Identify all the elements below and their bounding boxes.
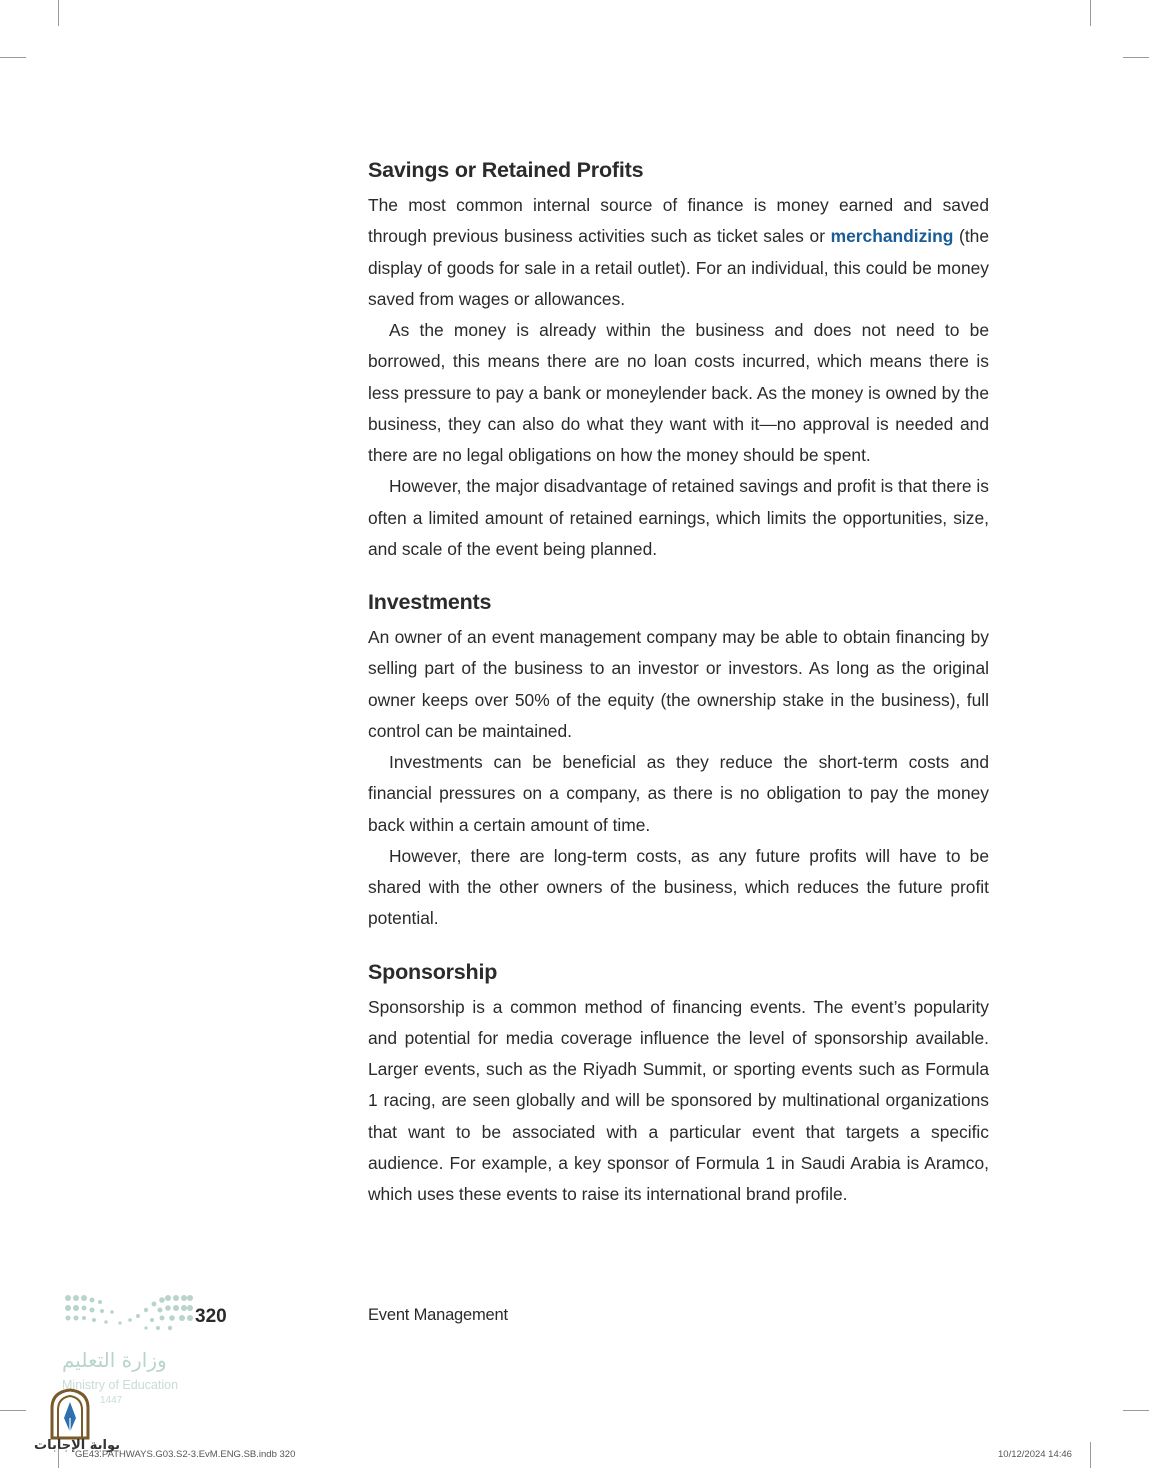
crop-mark bbox=[1090, 1442, 1091, 1468]
section-heading: Sponsorship bbox=[368, 959, 498, 984]
paragraph-text: (the display of goods for sale in a retail outlet). For an individual, this could be money saved from wages or allowances. bbox=[368, 226, 989, 309]
section-sponsorship bbox=[368, 952, 989, 1211]
crop-mark bbox=[0, 57, 26, 58]
ministry-year: 1447 bbox=[100, 1395, 123, 1406]
section-heading: Investments bbox=[368, 590, 492, 614]
ministry-dots-logo-icon bbox=[62, 1290, 202, 1338]
page-body bbox=[368, 150, 989, 1210]
section-investments bbox=[368, 582, 989, 935]
print-slug-date: 10/12/2024 14:46 bbox=[998, 1449, 1072, 1460]
crop-mark bbox=[1123, 57, 1149, 58]
print-slug-file: GE43.PATHWAYS.G03.S2-3.EvM.ENG.SB.indb 320 bbox=[75, 1449, 296, 1460]
section-heading: Savings or Retained Profits bbox=[368, 158, 644, 182]
paragraph: Investments can be beneficial as they reduce the short-term costs and financial pressures on a company, as there is no obligation to pay the money back within a certain amount of time. bbox=[368, 752, 989, 835]
paragraph: As the money is already within the business and does not need to be borrowed, this means there are no loan costs incurred, which means there is less pressure to pay a bank or moneylender back. As the money is owned by the business, they can also do what they want with it—no approval is needed and there are no legal obligations on how the money should be spent. bbox=[368, 320, 989, 465]
paragraph: However, the major disadvantage of retained savings and profit is that there is often a limited amount of retained earnings, which limits the opportunities, size, and scale of the event being planned. bbox=[368, 476, 989, 559]
paragraph: An owner of an event management company may be able to obtain financing by selling part of the business to an investor or investors. As long as the original owner keeps over 50% of the equity (the ownership stake in the business), full control can be maintained. bbox=[368, 627, 989, 741]
crop-mark bbox=[0, 1410, 26, 1411]
section-retained-profits bbox=[368, 150, 989, 565]
paragraph bbox=[368, 190, 989, 315]
crop-mark bbox=[58, 0, 59, 26]
ministry-name-english: Ministry of Education bbox=[62, 1378, 179, 1392]
glossary-term[interactable]: merchandizing bbox=[830, 226, 954, 247]
crop-mark bbox=[1090, 0, 1091, 26]
paragraph: However, there are long-term costs, as any future profits will have to be shared with the other owners of the business, which reduces the future profit potential. bbox=[368, 845, 989, 929]
page-number: 320 bbox=[195, 1306, 227, 1327]
gateway-arch-icon[interactable] bbox=[48, 1388, 92, 1440]
paragraph: Sponsorship is a common method of financing events. The event’s popularity and potential for media coverage influence the level of sponsorship available. Larger events, such as the Riyadh Summit, or sporting events such as Formula 1 racing, are seen globally and will be sponsored by multinational organizations that want to be associated with a particular event that targets a specific audience. For example, a key sponsor of Formula 1 in Saudi Arabia is Aramco, which uses these events to raise its international brand profile. bbox=[368, 996, 989, 1204]
crop-mark bbox=[1123, 1410, 1149, 1411]
ministry-name-arabic: وزارة التعليم bbox=[62, 1348, 167, 1372]
gateway-label[interactable]: بوابة الإجابات bbox=[34, 1438, 120, 1453]
paragraph-text: The most common internal source of finance is money earned and saved through previous business activities such as ticket sales or bbox=[368, 195, 989, 247]
book-title: Event Management bbox=[368, 1306, 508, 1324]
